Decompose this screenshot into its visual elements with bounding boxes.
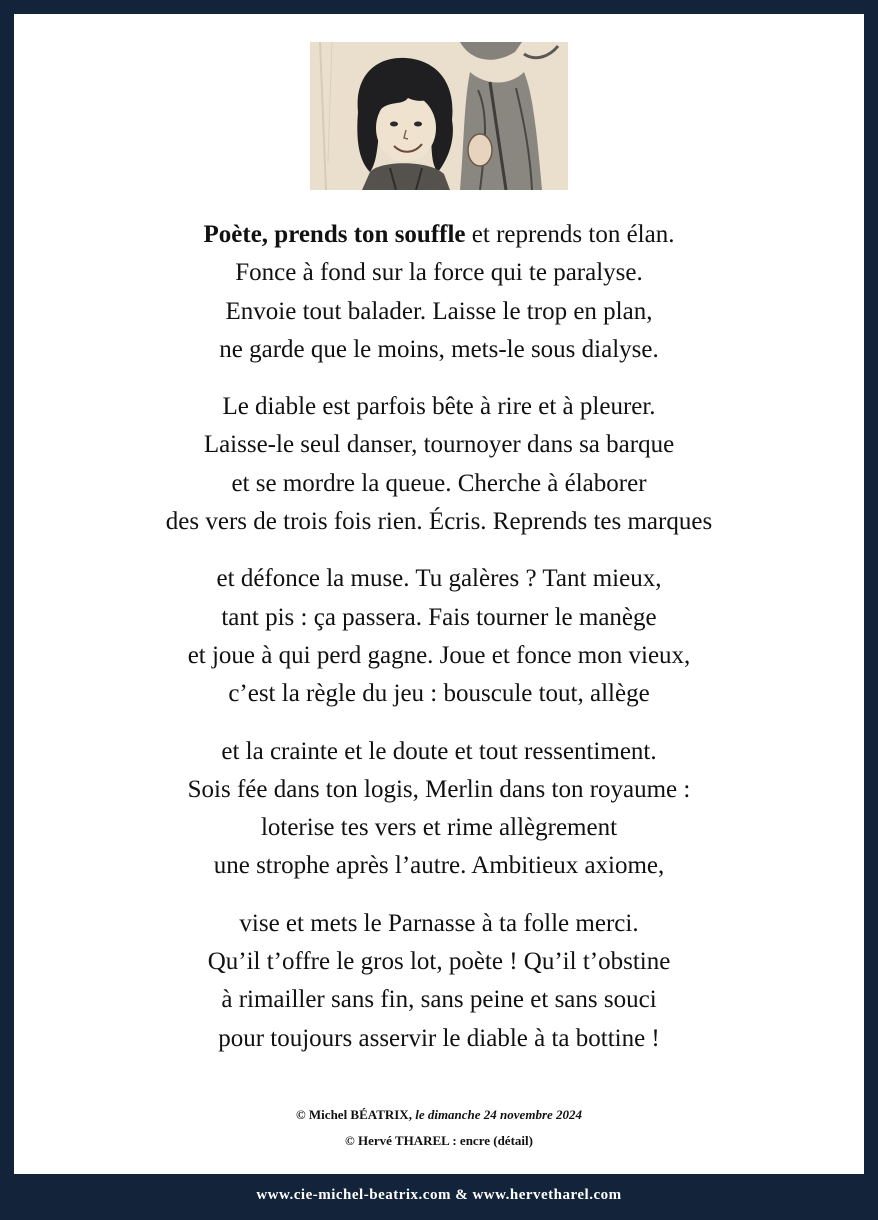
- poem-line: tant pis : ça passera. Fais tourner le manège: [221, 603, 657, 631]
- poem-line: c’est la règle du jeu : bouscule tout, allège: [228, 680, 650, 708]
- credits: [14, 1102, 864, 1154]
- footer-links[interactable]: www.cie-michel-beatrix.com & www.hervetharel.com: [256, 1187, 622, 1203]
- poem-line: des vers de trois fois rien. Écris. Reprends tes marques: [165, 508, 713, 536]
- stanza-4: [14, 733, 864, 886]
- poem-line: Laisse-le seul danser, tournoyer dans sa barque: [203, 431, 675, 459]
- poem-line: Qu’il t’offre le gros lot, poète ! Qu’il t’obstine: [207, 948, 671, 976]
- author-name: © Michel BÉATRIX,: [295, 1107, 412, 1122]
- poem-line: et se mordre la queue. Cherche à élaborer: [231, 469, 647, 497]
- poem-line-rest: et reprends ton élan.: [465, 221, 675, 248]
- author-credit: [14, 1102, 864, 1128]
- stanza-5: [14, 905, 864, 1058]
- poem-text: [14, 216, 864, 1077]
- poem-line: ne garde que le moins, mets-le sous dialyse.: [219, 335, 659, 363]
- illustration-image: [310, 42, 568, 190]
- stanza-2: [14, 388, 864, 541]
- poem-line: Fonce à fond sur la force qui te paralyse.: [235, 259, 643, 287]
- stanza-3: [14, 560, 864, 713]
- poem-card: [14, 14, 864, 1174]
- poem-line: une strophe après l’autre. Ambitieux axiome,: [213, 852, 665, 880]
- poem-line: à rimailler sans fin, sans peine et sans souci: [221, 986, 657, 1014]
- poem-lead: Poète, prends ton souffle: [203, 221, 466, 248]
- poem-line: vise et mets le Parnasse à ta folle merci.: [239, 909, 639, 937]
- poem-date: le dimanche 24 novembre 2024: [411, 1107, 583, 1122]
- poem-line: et joue à qui perd gagne. Joue et fonce mon vieux,: [187, 641, 691, 669]
- poem-line: loterise tes vers et rime allègrement: [260, 814, 618, 842]
- child-drawing-icon: [310, 42, 568, 190]
- poem-line: et la crainte et le doute et tout ressentiment.: [221, 737, 657, 765]
- poem-line: Le diable est parfois bête à rire et à pleurer.: [222, 393, 656, 421]
- stanza-1: [14, 216, 864, 369]
- poem-line: [14, 216, 864, 254]
- illustrator-credit: © Hervé THAREL : encre (détail): [345, 1133, 533, 1148]
- poem-line: Sois fée dans ton logis, Merlin dans ton royaume :: [187, 775, 691, 803]
- poem-line: Envoie tout balader. Laisse le trop en plan,: [225, 297, 653, 325]
- poem-line: et défonce la muse. Tu galères ? Tant mieux,: [216, 565, 662, 593]
- poem-line: pour toujours asservir le diable à ta bottine !: [218, 1024, 660, 1052]
